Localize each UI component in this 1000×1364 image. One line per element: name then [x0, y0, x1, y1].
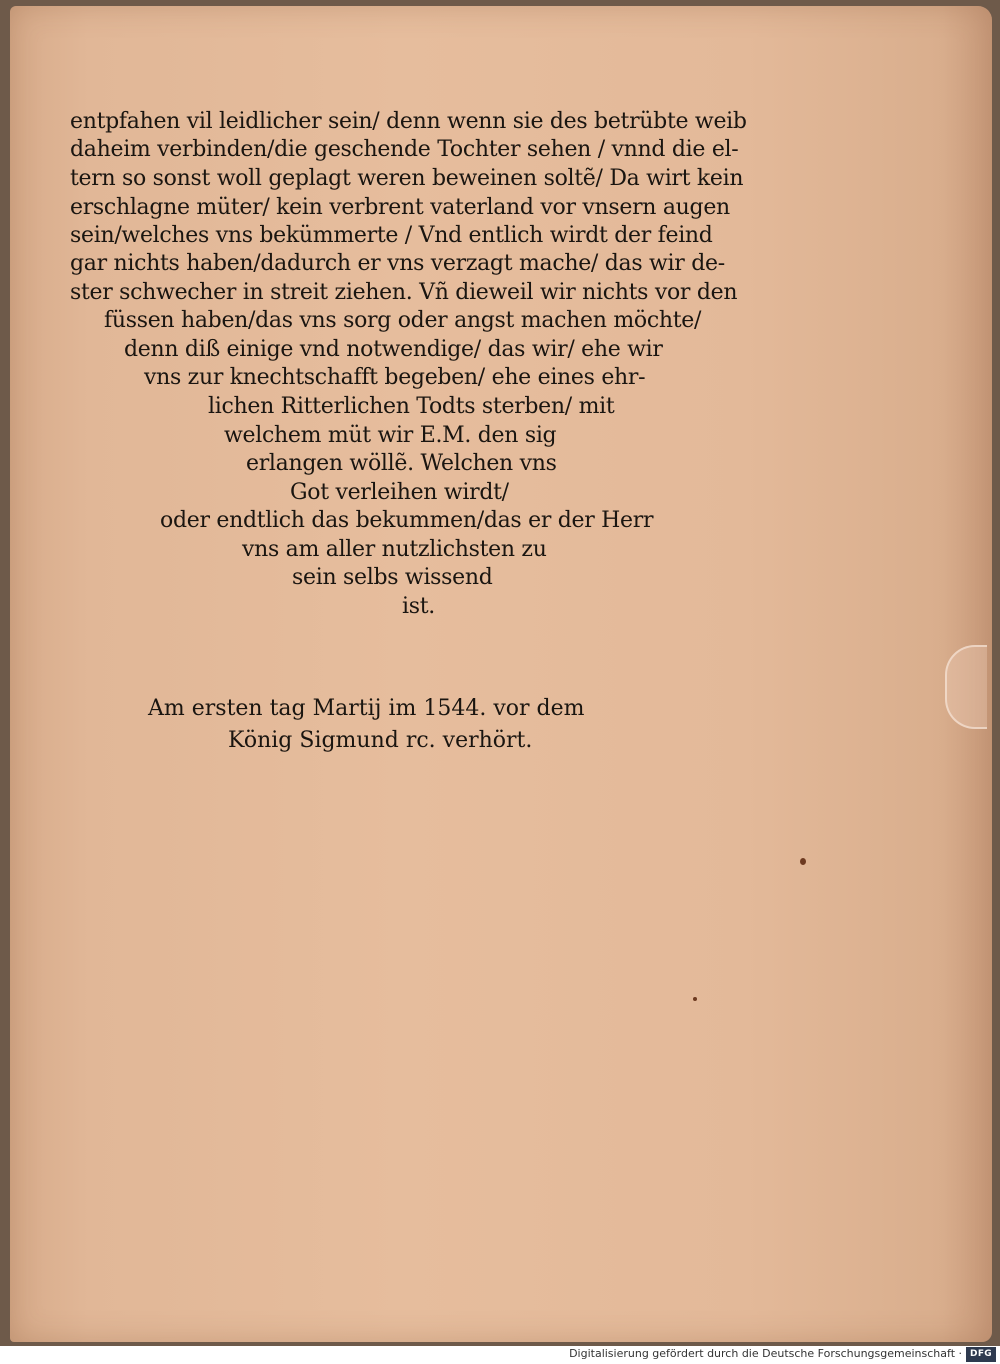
footer-bar: [0, 1346, 1000, 1364]
text-line: erschlagne müter/ kein verbrent vaterland vor vnsern augen: [70, 195, 730, 220]
text-line: vns zur knechtschafft begeben/ ehe eines ehr-: [144, 365, 646, 390]
text-line: ist.: [402, 594, 435, 619]
text-line: füssen haben/das vns sorg oder angst machen möchte/: [104, 308, 702, 333]
text-line: oder endtlich das bekummen/das er der Herr: [160, 508, 654, 533]
text-line: denn diß einige vnd notwendige/ das wir/ ehe wir: [124, 337, 663, 362]
text-line: sein selbs wissend: [292, 565, 493, 590]
text-line: daheim verbinden/die geschende Tochter sehen / vnnd die el-: [70, 137, 739, 162]
dated-line: König Sigmund rc. verhört.: [228, 728, 533, 753]
text-line: ster schwecher in streit ziehen. Vñ dieweil wir nichts vor den: [70, 280, 738, 305]
text-line: lichen Ritterlichen Todts sterben/ mit: [208, 394, 615, 419]
ink-spot: [693, 997, 697, 1001]
dated-line: Am ersten tag Martij im 1544. vor dem: [148, 696, 585, 721]
text-line: welchem müt wir E.M. den sig: [224, 423, 557, 448]
funding-credit: Digitalisierung gefördert durch die Deutsche Forschungsgemeinschaft ·: [569, 1347, 962, 1360]
text-line: erlangen wöllẽ. Welchen vns: [246, 451, 557, 476]
text-line: tern so sonst woll geplagt weren beweinen soltẽ/ Da wirt kein: [70, 166, 744, 191]
text-line: sein/welches vns bekümmerte / Vnd entlich wirdt der feind: [70, 223, 713, 248]
text-line: vns am aller nutzlichsten zu: [242, 537, 547, 562]
page-tab-mark: [945, 645, 987, 729]
text-line: Got verleihen wirdt/: [290, 480, 509, 505]
text-line: entpfahen vil leidlicher sein/ denn wenn sie des betrübte weib: [70, 109, 747, 134]
text-line: gar nichts haben/dadurch er vns verzagt mache/ das wir de-: [70, 251, 725, 276]
dfg-logo: DFG: [966, 1347, 996, 1362]
ink-spot: [800, 858, 806, 865]
